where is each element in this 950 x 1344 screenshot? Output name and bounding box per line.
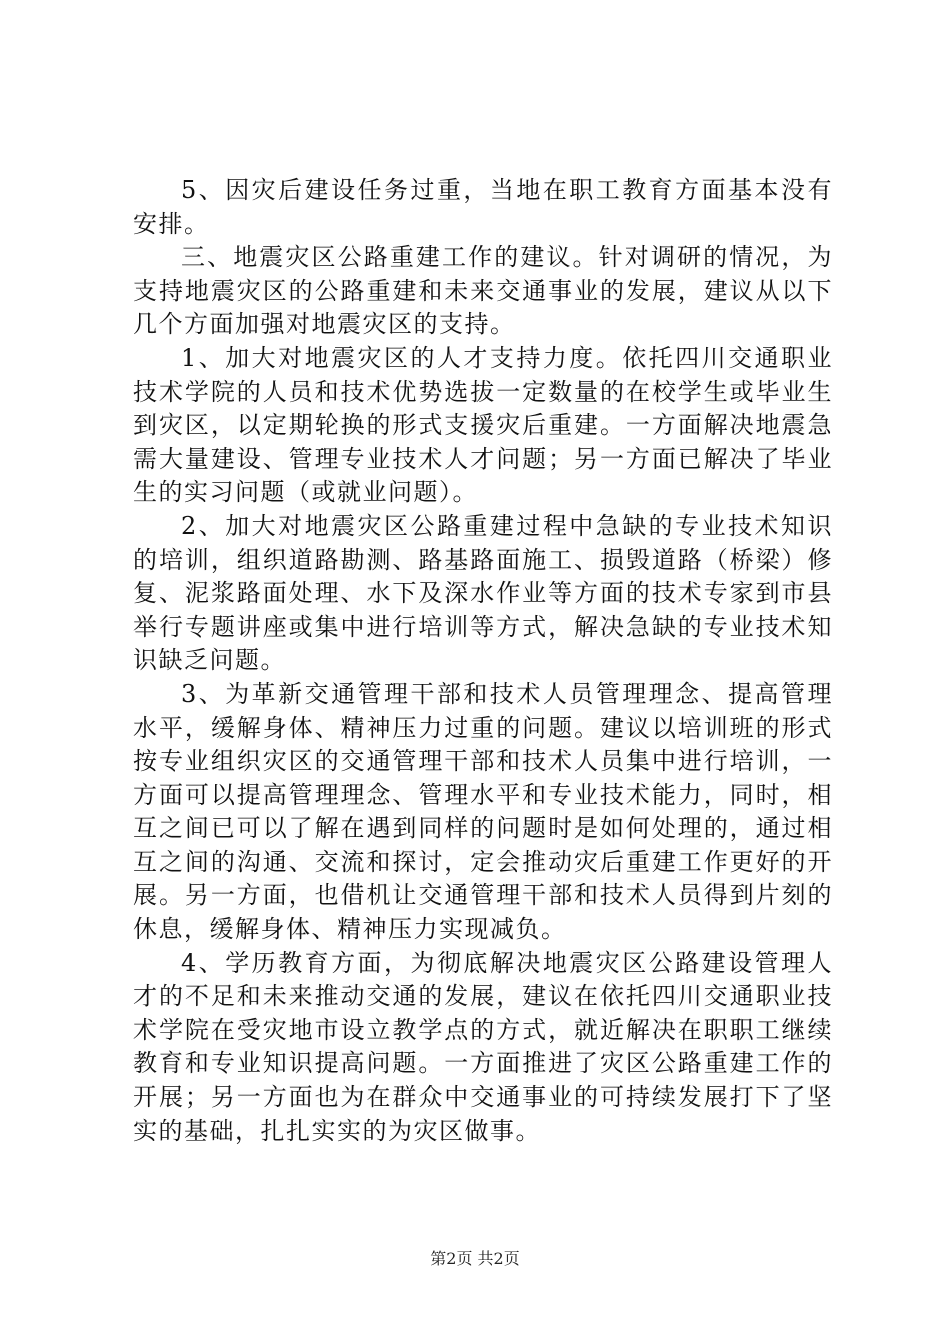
paragraph-item-4: 4、学历教育方面，为彻底解决地震灾区公路建设管理人才的不足和未来推动交通的发展，建议在依托四川交通职业技术学院在受灾地市设立教学点的方式，就近解决在职职工继续教育和专业知识提高问题。一方面推进了灾区公路重建工作的开展；另一方面也为在群众中交通事业的可持续发展打下了坚实的基础，扎扎实实的为灾区做事。 xyxy=(133,948,833,1145)
paragraph-section-3: 三、地震灾区公路重建工作的建议。针对调研的情况，为支持地震灾区的公路重建和未来交通事业的发展，建议从以下几个方面加强对地震灾区的支持。 xyxy=(133,243,833,339)
document-body xyxy=(133,174,833,1148)
paragraph-item-5: 5、因灾后建设任务过重，当地在职工教育方面基本没有安排。 xyxy=(133,176,833,238)
paragraph-item-2: 2、加大对地震灾区公路重建过程中急缺的专业技术知识的培训，组织道路勘测、路基路面施工、损毁道路（桥梁）修复、泥浆路面处理、水下及深水作业等方面的技术专家到市县举行专题讲座或集中进行培训等方式，解决急缺的专业技术知识缺乏问题。 xyxy=(133,511,833,675)
page-footer: 第2页 共2页 xyxy=(430,1249,520,1268)
paragraph-item-3: 3、为革新交通管理干部和技术人员管理理念、提高管理水平，缓解身体、精神压力过重的问题。建议以培训班的形式按专业组织灾区的交通管理干部和技术人员集中进行培训，一方面可以提高管理理念、管理水平和专业技术能力，同时，相互之间已可以了解在遇到同样的问题时是如何处理的，通过相互之间的沟通、交流和探讨，定会推动灾后重建工作更好的开展。另一方面，也借机让交通管理干部和技术人员得到片刻的休息，缓解身体、精神压力实现减负。 xyxy=(133,679,833,944)
paragraph-item-1: 1、加大对地震灾区的人才支持力度。依托四川交通职业技术学院的人员和技术优势选拔一定数量的在校学生或毕业生到灾区，以定期轮换的形式支援灾后重建。一方面解决地震急需大量建设、管理专业技术人才问题；另一方面已解决了毕业生的实习问题（或就业问题）。 xyxy=(133,343,833,507)
